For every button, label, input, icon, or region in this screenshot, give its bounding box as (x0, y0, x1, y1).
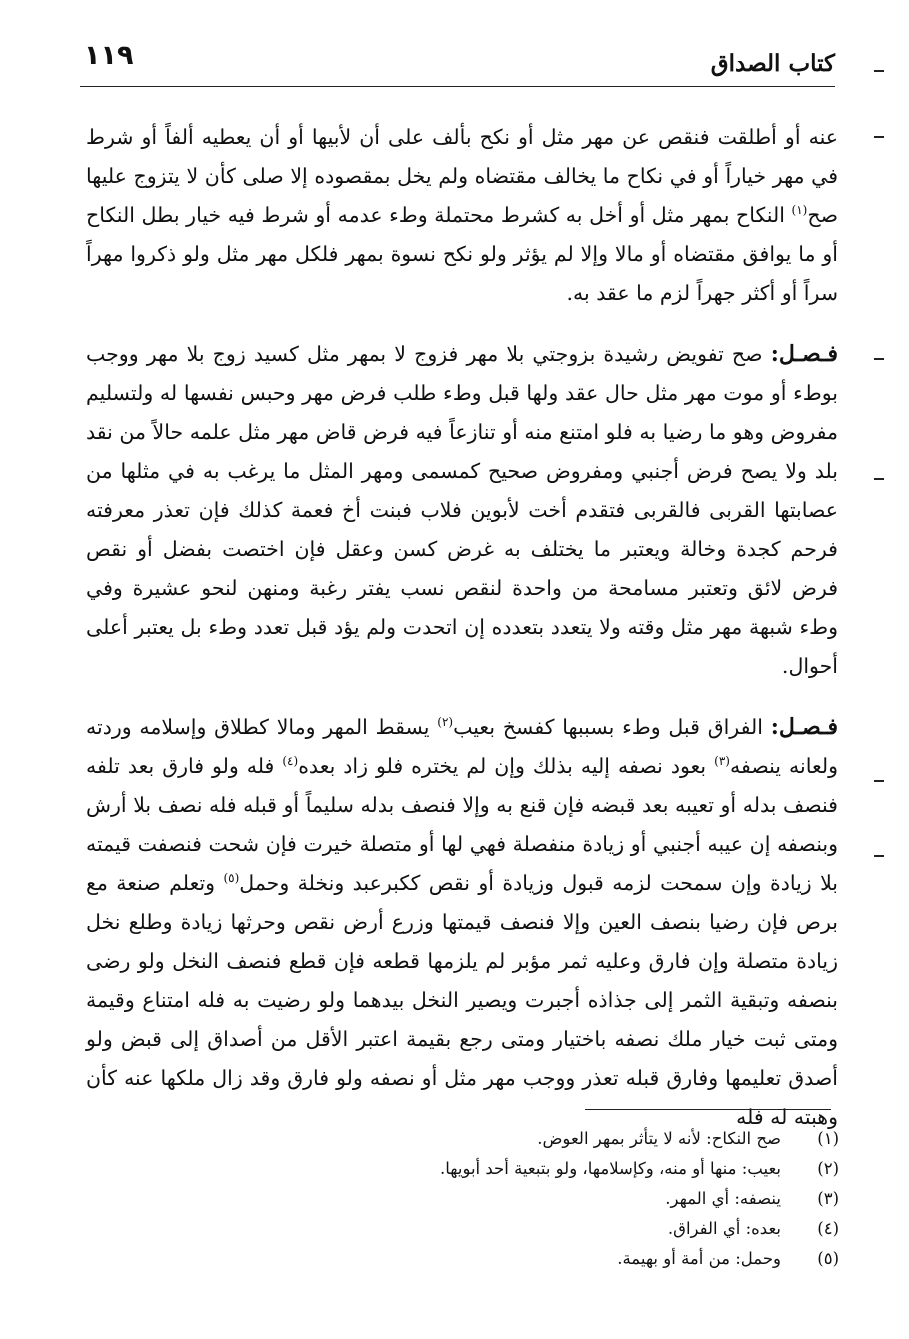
paragraph-2 (86, 335, 838, 686)
footnote-text: صح النكاح: لأنه لا يتأثر بمهر العوض. (537, 1129, 781, 1148)
footnote-ref-1[interactable]: (١) (791, 203, 808, 218)
margin-tick (874, 136, 884, 138)
footnote-5 (339, 1244, 839, 1274)
footnote-text: بعده: أي الفراق. (667, 1219, 781, 1238)
footnote-number: (٢) (817, 1159, 839, 1178)
page-number: ١١٩ (84, 40, 134, 71)
text-segment: النكاح بمهر مثل أو أخل به كشرط محتملة وطء عدمه أو شرط فيه خيار بطل النكاح أو ما يوافق مقتضاه أو مالا وإلا لم يؤثر ولو نكح نسوة بمهر فلكل مهر مثل ولو ذكروا مهراً سراً أو أكثر جهراً لزم ما عقد به. (86, 203, 838, 305)
footnotes (339, 1124, 839, 1274)
footnote-number: (٣) (817, 1189, 839, 1208)
footnote-4 (339, 1214, 839, 1244)
paragraph-1 (86, 118, 838, 313)
text-segment: وتعلم صنعة مع برص فإن رضيا بنصف العين وإلا فنصف قيمتها وزرع أرض نقص وحرثها زيادة وطلع نخل زيادة متصلة وإن فارق وعليه ثمر مؤبر لم يلزمها قطعه فإن قطع فنصف النخل ولو رضى بنصفه وتبقية الثمر إلى جذاذه أجبرت ويصير النخل بيدهما ولو رضيت به فله امتناع وقيمة ومتى ثبت خيار ملك نصفه باختيار ومتى رجع بقيمة اعتبر الأقل من أصداق إلى قبض ولو أصدق تعليمها وفارق قبله تعذر ووجب مهر مثل أو نصفه ولو فارق وقد زال ملكها عنه كأن وهبته له فله (86, 871, 838, 1129)
footnote-text: بعيب: منها أو منه، وكإسلامها، ولو بتبعية أحد أبويها. (439, 1159, 781, 1178)
text-segment: بعود نصفه إليه بذلك وإن لم يختره فلو زاد بعده (298, 754, 715, 778)
section-heading-fasl: فـصـل: (770, 714, 839, 740)
main-text (86, 118, 838, 1159)
text-segment: الفراق قبل وطء بسببها كفسخ بعيب (453, 715, 771, 739)
margin-tick (874, 780, 884, 782)
footnote-number: (١) (817, 1129, 839, 1148)
text-segment: عنه أو أطلقت فنقص عن مهر مثل أو نكح بألف على أن لأبيها أو أن يعطيه ألفاً أو شرط في مهر خياراً أو في نكاح ما يخالف مقتضاه ولم يخل بمقصوده إلا صلى كأن لا يتزوج عليها صح (86, 125, 838, 227)
text-segment: يسقط المهر ومالا كطلاق وإسلامه وردته ولعانه ينصفه (86, 715, 838, 778)
footnote-text: ينصفه: أي المهر. (665, 1189, 781, 1208)
margin-tick (874, 855, 884, 857)
text-segment: فله ولو فارق بعد تلفه فنصف بدله أو تعيبه بعد قبضه فإن قنع به وإلا فنصف بدله سليماً أو قبله فله نصف بلا أرش وبنصفه إن عيبه أجنبي أو زيادة منفصلة فهي لها أو متصلة خيرت فإن شحت فنصفت قيمته بلا زيادة وإن سمحت لزمه قبول وزيادة أو نقص ككبرعبد ونخلة وحمل (86, 754, 839, 895)
section-heading-fasl: فـصـل: (770, 341, 838, 367)
footnote-1 (339, 1124, 839, 1154)
footnote-2 (339, 1154, 839, 1184)
margin-tick (874, 70, 884, 72)
footnote-ref-5[interactable]: (٥) (223, 871, 240, 886)
margin-tick (874, 478, 884, 480)
running-title: كتاب الصداق (710, 50, 835, 77)
footnote-text: وحمل: من أمة أو بهيمة. (617, 1249, 781, 1268)
footnote-ref-2[interactable]: (٢) (437, 715, 454, 730)
margin-tick (874, 358, 884, 360)
page-header (80, 38, 835, 87)
text-segment: صح تفويض رشيدة بزوجتي بلا مهر فزوج لا بمهر مثل كسيد زوج بلا مهر ووجب بوطء أو موت مهر مثل حال عقد ولها قبل وطء طلب فرض مهر وحبس نفسها له ولتسليم مفروض وهو ما رضيا به فلو امتنع منه أو تنازعاً فيه فرض قاض مهر مثل علمه حالاً من نقد بلد ولا يصح فرض أجنبي ومفروض صحيح كمسمى ومهر المثل ما يرغب به في مثلها من عصابتها القربى فالقربى فتقدم أخت لأبوين فلاب فبنت أخ فعمة كذلك فإن تعذر معرفته فرحم كجدة وخالة ويعتبر ما يختلف به غرض كسن وعقل فإن اختصت بفضل أو نقص فرض لائق وتعتبر مسامحة من واحدة لنقص نسب يفتر رغبة ومنهن لنحو عشيرة وفي وطء شبهة مهر مثل وقته ولا يتعدد بتعدده إن اتحدت ولم يؤد قبل تعدد وطء بل يعتبر أعلى أحوال. (86, 342, 838, 678)
footnote-ref-3[interactable]: (٣) (714, 754, 730, 769)
footnote-ref-4[interactable]: (٤) (282, 754, 299, 769)
margin-marks (872, 0, 909, 1339)
paragraph-3 (86, 708, 838, 1137)
footnote-number: (٥) (817, 1249, 839, 1268)
footnote-divider (585, 1109, 831, 1110)
footnote-3 (339, 1184, 839, 1214)
footnote-number: (٤) (817, 1219, 839, 1238)
